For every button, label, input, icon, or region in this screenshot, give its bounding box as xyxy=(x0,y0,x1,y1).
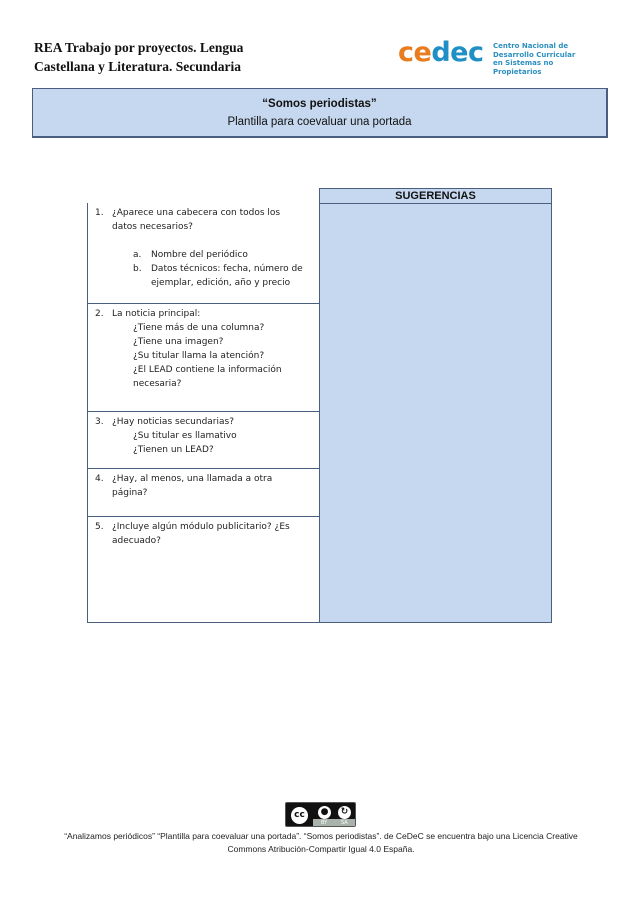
sub-item-text: Datos técnicos: fecha, número de xyxy=(151,264,303,274)
page-subtitle: Plantilla para coevaluar una portada xyxy=(227,116,412,128)
sub-item-a xyxy=(133,248,317,262)
header-line-2: Castellana y Literatura. Secundaria xyxy=(34,59,241,74)
sub-item-marker: a. xyxy=(133,250,142,260)
by-label: BY xyxy=(321,820,328,826)
question-text: página? xyxy=(112,488,148,498)
cc-license-badge[interactable] xyxy=(285,802,356,827)
sub-item-b xyxy=(133,262,317,290)
document-header xyxy=(34,38,314,76)
suggestions-column[interactable] xyxy=(319,188,552,623)
title-box xyxy=(32,88,608,138)
question-text: ¿Hay noticias secundarias? xyxy=(112,417,234,427)
question-row-1 xyxy=(88,203,320,304)
question-row-2 xyxy=(88,304,320,412)
question-text: adecuado? xyxy=(112,536,161,546)
question-number: 5. xyxy=(95,522,104,532)
question-text: ¿Aparece una cabecera con todos los xyxy=(112,208,281,218)
evaluation-table xyxy=(87,188,552,623)
question-text: ¿Hay, al menos, una llamada a otra xyxy=(112,474,273,484)
badge-strip xyxy=(313,819,355,826)
sub-question: ¿Su titular llama la atención? xyxy=(133,351,265,361)
question-number: 2. xyxy=(95,309,104,319)
question-text: ¿Incluye algún módulo publicitario? ¿Es xyxy=(112,522,290,532)
footer-line-2: Commons Atribución-Compartir Igual 4.0 España. xyxy=(227,844,415,854)
sub-question: ¿Su titular es llamativo xyxy=(133,431,237,441)
header-line-1: REA Trabajo por proyectos. Lengua xyxy=(34,40,244,55)
attribution-person-icon: ● xyxy=(318,806,331,819)
footer-line-1: “Analizamos periódicos” “Plantilla para coevaluar una portada”. “Somos periodistas”. de CeDeC se encuentra bajo una Licencia Creative xyxy=(64,831,578,841)
sub-item-text: Nombre del periódico xyxy=(151,250,248,260)
question-text: La noticia principal: xyxy=(112,309,201,319)
page-title: “Somos periodistas” xyxy=(262,98,377,110)
question-row-5 xyxy=(88,517,320,623)
sub-question: ¿El LEAD contiene la información xyxy=(133,365,282,375)
sub-question: necesaria? xyxy=(133,379,182,389)
question-number: 3. xyxy=(95,417,104,427)
sub-item-marker: b. xyxy=(133,264,142,274)
questions-column xyxy=(87,203,319,623)
logo-sub-line-1: Centro Nacional de xyxy=(493,42,569,50)
question-number: 1. xyxy=(95,208,104,218)
sa-label: SA xyxy=(341,820,348,826)
cc-icon: cc xyxy=(289,805,310,826)
logo-sub-line-2: Desarrollo Curricular xyxy=(493,50,576,59)
logo-wordmark xyxy=(398,37,483,68)
question-text: datos necesarios? xyxy=(112,222,193,232)
sub-item-text: ejemplar, edición, año y precio xyxy=(151,278,291,288)
sub-question: ¿Tienen un LEAD? xyxy=(133,445,214,455)
logo-sub-line-3: en Sistemas no Propietarios xyxy=(493,59,554,76)
sub-question: ¿Tiene más de una columna? xyxy=(133,323,265,333)
share-alike-icon: ↻ xyxy=(338,806,351,819)
logo-subtitle xyxy=(493,42,603,76)
logo-word-dec: dec xyxy=(431,37,484,68)
question-number: 4. xyxy=(95,474,104,484)
license-footer xyxy=(56,830,586,856)
cedec-logo xyxy=(398,37,598,76)
question-row-3 xyxy=(88,412,320,469)
question-row-4 xyxy=(88,469,320,517)
suggestions-header: SUGERENCIAS xyxy=(320,189,551,204)
logo-word-ce: ce xyxy=(398,37,432,68)
sub-question: ¿Tiene una imagen? xyxy=(133,337,224,347)
